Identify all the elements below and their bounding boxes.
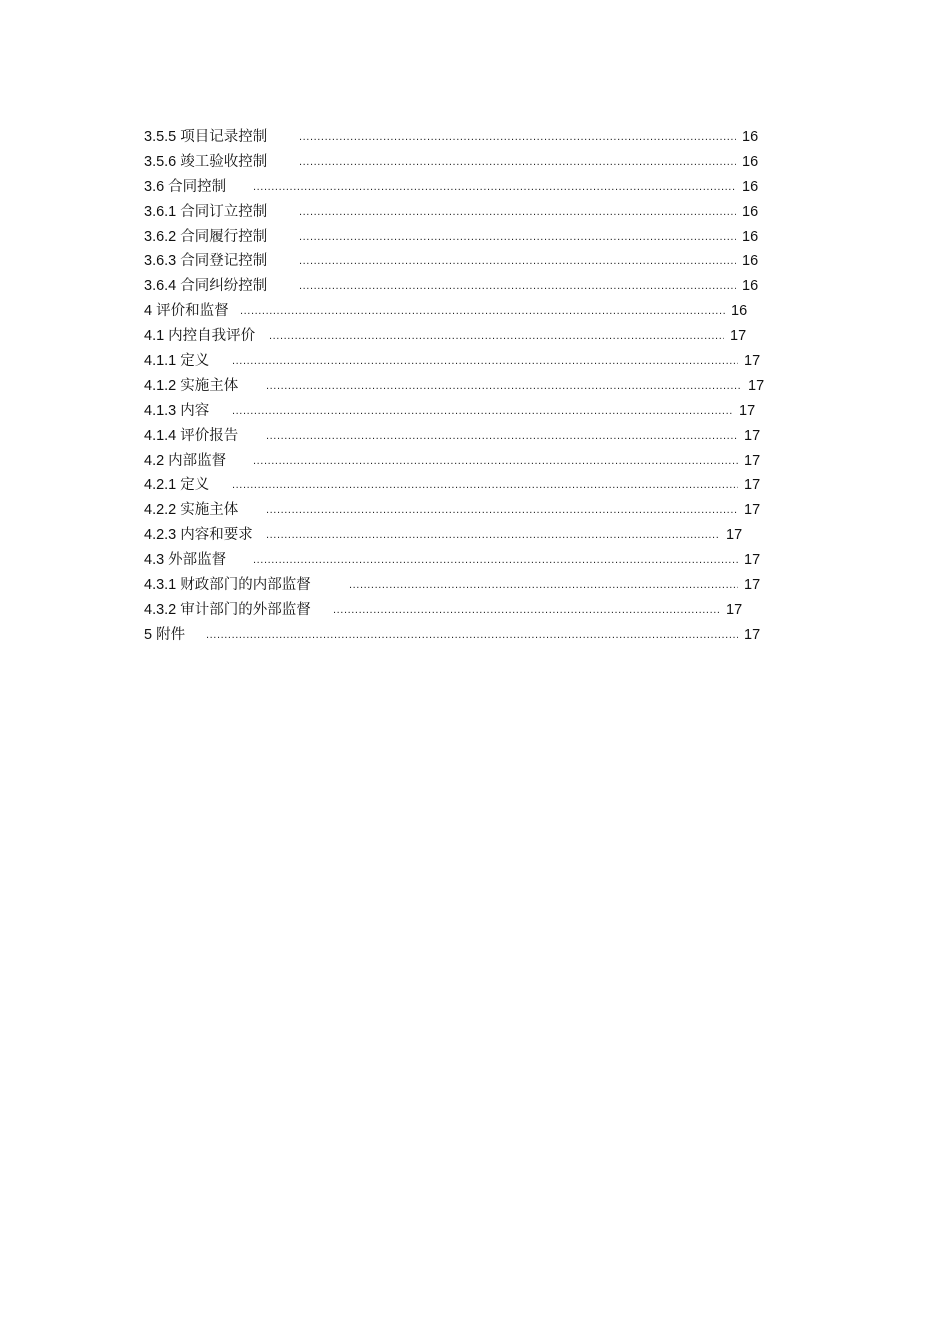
toc-entry-page: 17 [726, 601, 743, 618]
toc-entry-title: 3.6.3 合同登记控制 [144, 253, 268, 270]
toc-dot-leader [253, 175, 736, 200]
toc-entry-title: 3.6.1 合同订立控制 [144, 203, 268, 220]
toc-entry-page: 17 [744, 577, 761, 594]
toc-entry-title: 5 附件 [144, 626, 186, 643]
toc-dot-leader [253, 548, 738, 573]
toc-entry-page: 17 [744, 502, 761, 519]
toc-entry[interactable] [144, 324, 764, 349]
toc-entry-title: 4.3 外部监督 [144, 552, 227, 569]
toc-entry[interactable] [144, 349, 764, 374]
toc-entry-page: 16 [742, 178, 759, 195]
toc-dot-leader [269, 324, 724, 349]
toc-entry-title: 4.1.3 内容 [144, 402, 210, 419]
toc-entry[interactable] [144, 274, 764, 299]
toc-dot-leader [240, 299, 725, 324]
toc-entry-page: 17 [744, 626, 761, 643]
toc-entry-page: 17 [744, 427, 761, 444]
toc-entry-page: 16 [742, 278, 759, 295]
toc-entry-page: 17 [726, 527, 743, 544]
toc-entry-page: 16 [742, 129, 759, 145]
toc-dot-leader [266, 374, 742, 399]
toc-entry-page: 16 [742, 253, 759, 270]
toc-dot-leader [299, 249, 736, 274]
toc-dot-leader [333, 598, 720, 623]
toc-dot-leader [299, 200, 736, 225]
toc-dot-leader [266, 523, 720, 548]
toc-entry[interactable] [144, 548, 764, 573]
toc-entry[interactable] [144, 200, 764, 225]
toc-entry-title: 4.1.1 定义 [144, 353, 210, 370]
toc-entry[interactable] [144, 150, 764, 175]
toc-entry[interactable] [144, 473, 764, 498]
toc-entry-title: 4.1.4 评价报告 [144, 427, 239, 444]
toc-entry-title: 4.3.1 财政部门的内部监督 [144, 577, 311, 594]
toc-entry-title: 4 评价和监督 [144, 303, 229, 320]
toc-dot-leader [253, 449, 738, 474]
toc-entry-title: 3.5.6 竣工验收控制 [144, 153, 268, 170]
toc-dot-leader [299, 125, 736, 150]
table-of-contents [144, 125, 764, 648]
toc-entry-title: 4.2.1 定义 [144, 477, 210, 494]
toc-entry[interactable] [144, 175, 764, 200]
toc-entry-page: 17 [739, 402, 756, 419]
toc-dot-leader [299, 225, 736, 250]
toc-entry-title: 4.1.2 实施主体 [144, 377, 239, 394]
toc-entry[interactable] [144, 299, 764, 324]
toc-entry-title: 4.3.2 审计部门的外部监督 [144, 601, 311, 618]
toc-entry[interactable] [144, 598, 764, 623]
toc-entry[interactable] [144, 399, 764, 424]
toc-entry-page: 16 [731, 303, 748, 320]
toc-entry-page: 17 [748, 377, 765, 394]
toc-entry[interactable] [144, 249, 764, 274]
toc-entry[interactable] [144, 573, 764, 598]
toc-dot-leader [266, 424, 738, 449]
toc-entry[interactable] [144, 523, 764, 548]
toc-entry-title: 3.6 合同控制 [144, 178, 227, 195]
toc-entry[interactable] [144, 449, 764, 474]
toc-dot-leader [232, 399, 733, 424]
toc-entry-page: 16 [742, 203, 759, 220]
toc-dot-leader [349, 573, 738, 598]
toc-dot-leader [299, 150, 736, 175]
toc-entry-page: 16 [742, 153, 759, 170]
toc-entry-page: 17 [744, 552, 761, 569]
toc-entry[interactable] [144, 125, 764, 150]
toc-entry-page: 17 [744, 452, 761, 469]
toc-entry-title: 3.6.2 合同履行控制 [144, 228, 268, 245]
toc-entry[interactable] [144, 374, 764, 399]
toc-entry-title: 3.6.4 合同纠纷控制 [144, 278, 268, 295]
toc-entry[interactable] [144, 623, 764, 648]
toc-dot-leader [232, 349, 738, 374]
toc-dot-leader [232, 473, 738, 498]
toc-entry-page: 16 [742, 228, 759, 245]
toc-dot-leader [266, 498, 738, 523]
toc-entry-title: 4.2 内部监督 [144, 452, 227, 469]
toc-entry-title: 4.2.2 实施主体 [144, 502, 239, 519]
toc-dot-leader [299, 274, 736, 299]
toc-entry-page: 17 [744, 477, 761, 494]
toc-dot-leader [206, 623, 738, 648]
toc-entry[interactable] [144, 498, 764, 523]
toc-entry-title: 4.2.3 内容和要求 [144, 527, 253, 544]
toc-entry-page: 17 [744, 353, 761, 370]
toc-entry[interactable] [144, 424, 764, 449]
toc-entry-title: 3.5.5 项目记录控制 [144, 129, 268, 145]
toc-entry-page: 17 [730, 328, 747, 345]
toc-entry[interactable] [144, 225, 764, 250]
toc-entry-title: 4.1 内控自我评价 [144, 328, 256, 345]
